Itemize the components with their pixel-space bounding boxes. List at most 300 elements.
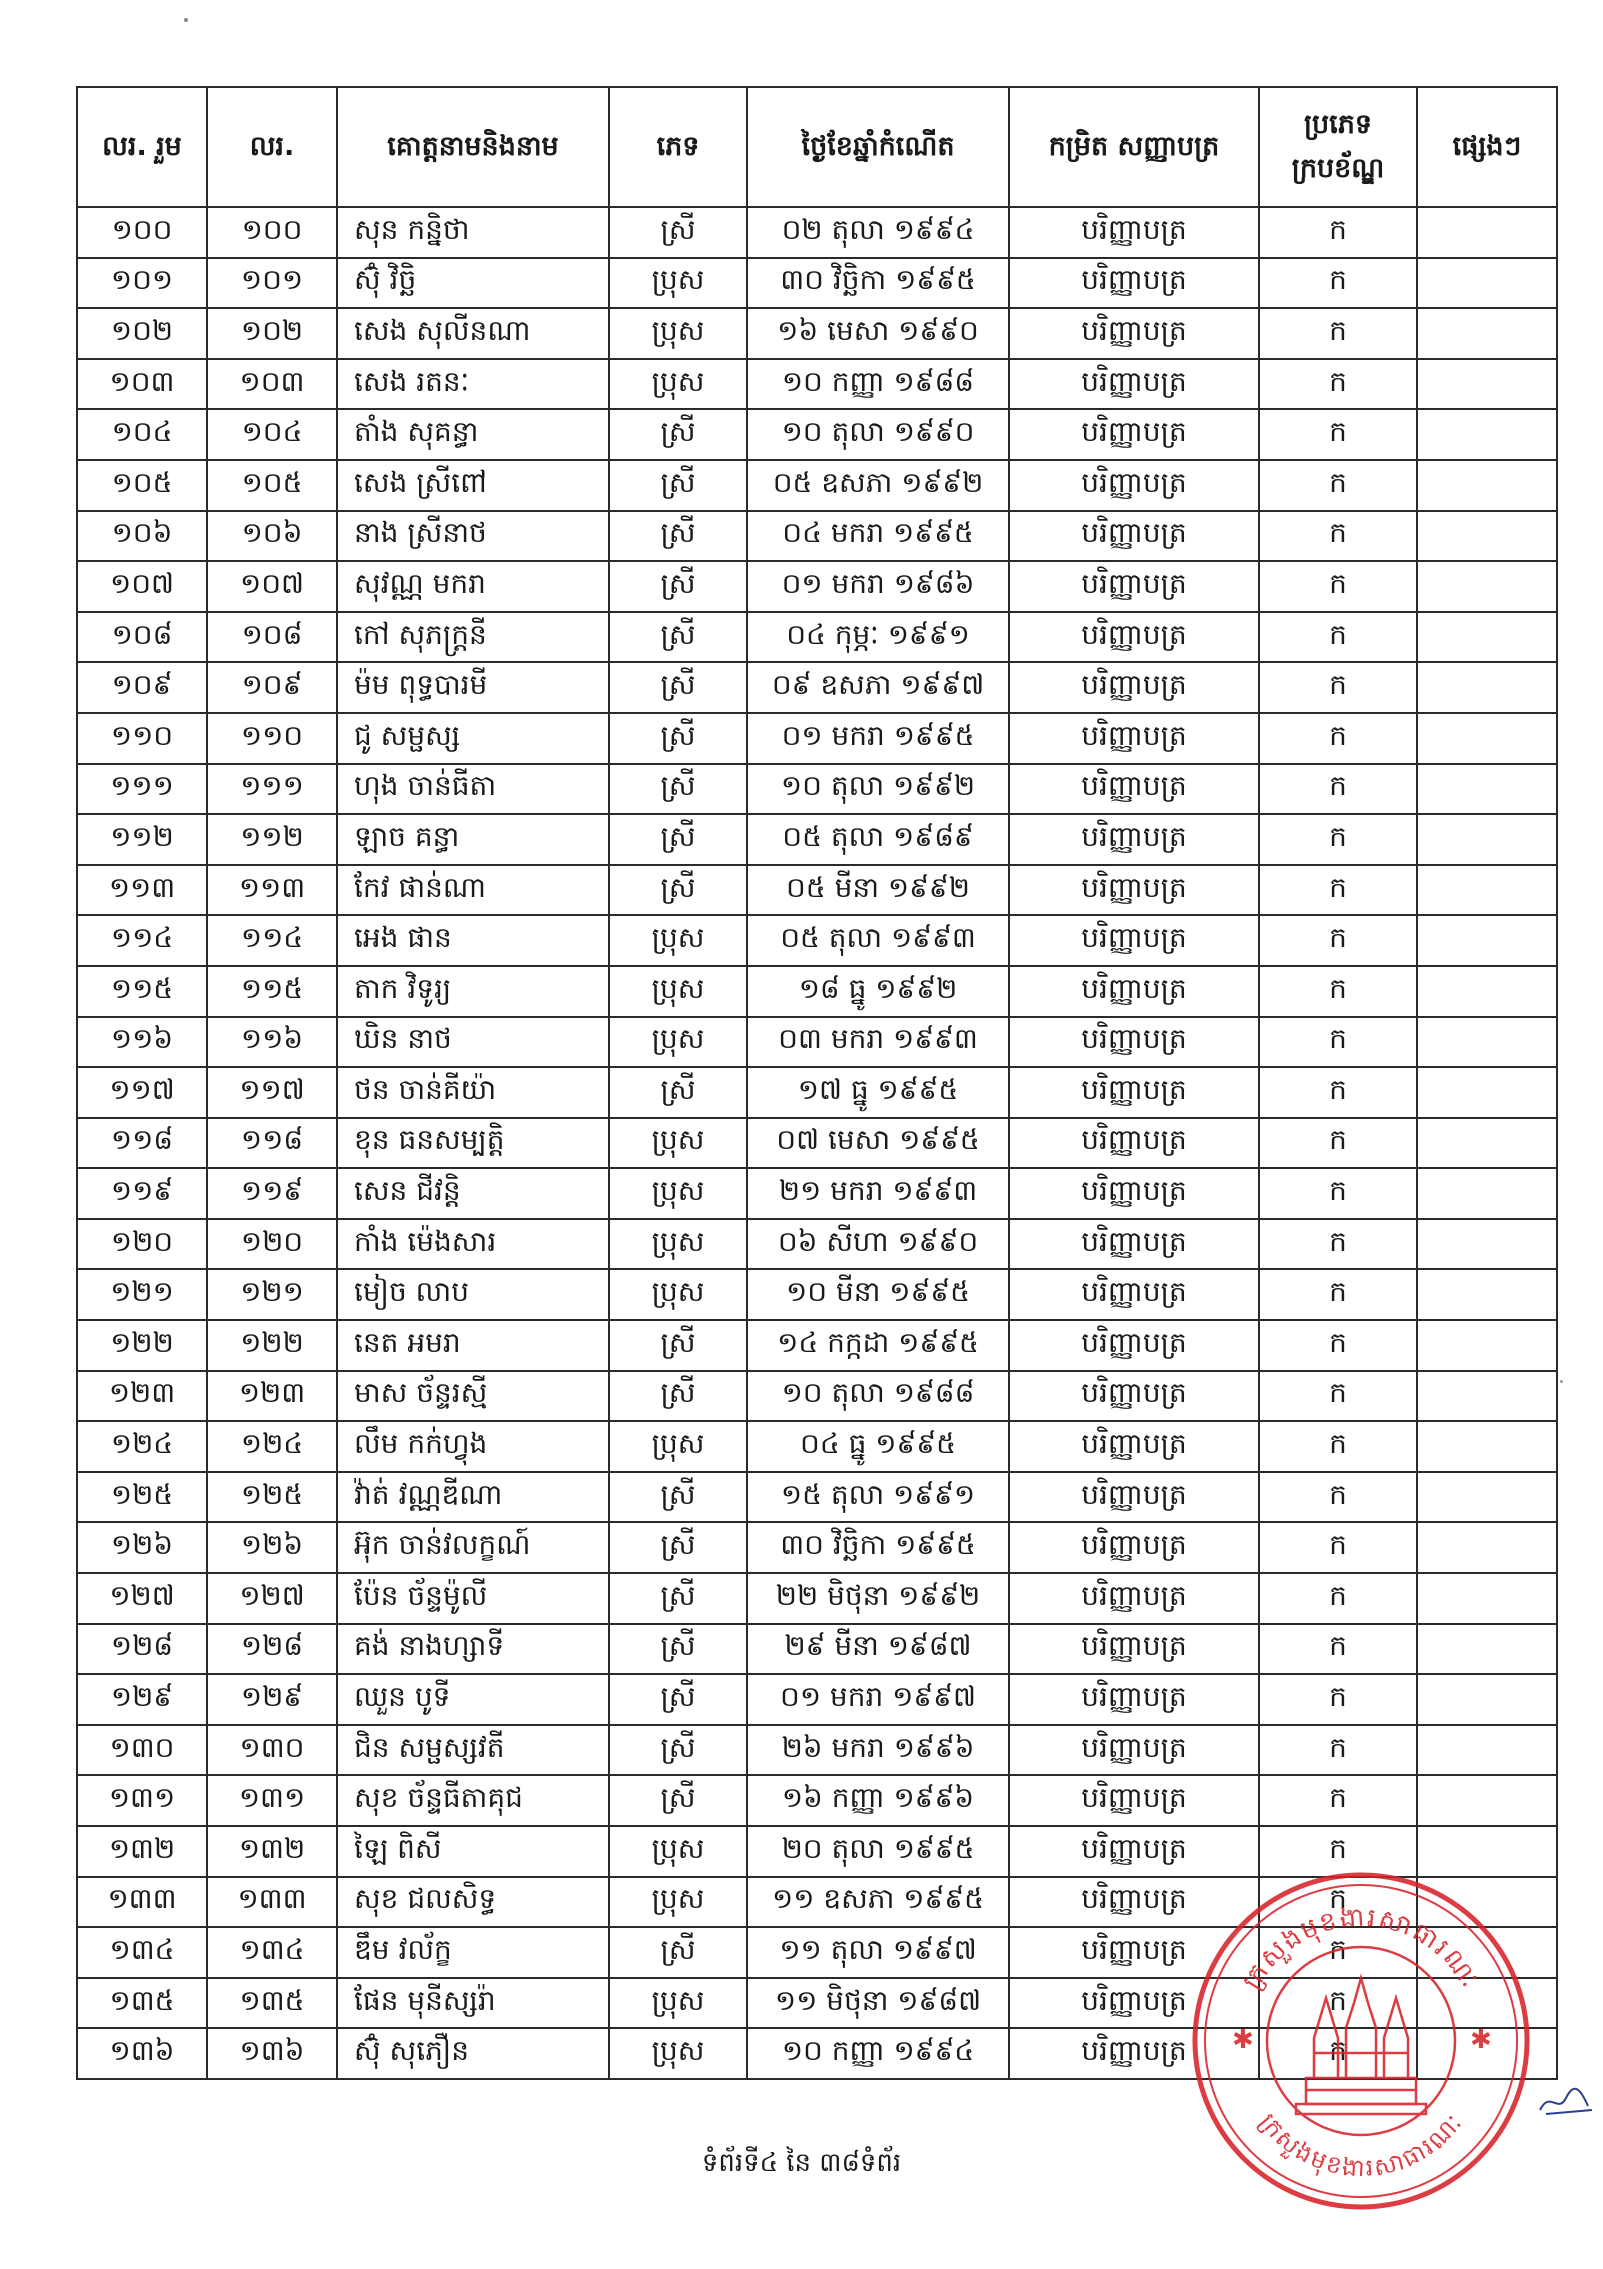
table-row [77,1522,1557,1573]
cell-number: ១១៥ [207,966,337,1017]
cell-date-of-birth: ០៥ តុលា ១៩៨៩ [747,814,1009,865]
svg-text:✱: ✱ [1232,2025,1254,2055]
cell-number: ១១៤ [207,915,337,966]
cell-overall-number: ១០៤ [77,409,207,460]
cell-date-of-birth: ១០ កញ្ញា ១៩៩៤ [747,2028,1009,2079]
cell-date-of-birth: ០៤ ធ្នូ ១៩៩៥ [747,1421,1009,1472]
cell-full-name: ជិន សម្ផស្សវតី [337,1725,609,1776]
table-row [77,612,1557,663]
header-degree-level: កម្រិត សញ្ញាបត្រ [1009,87,1259,207]
cell-other [1417,1775,1557,1826]
cell-date-of-birth: ០១ មករា ១៩៩៥ [747,713,1009,764]
cell-overall-number: ១០១ [77,258,207,309]
cell-sex: ស្រី [609,1725,747,1776]
cell-degree-level: បរិញ្ញាបត្រ [1009,409,1259,460]
cell-number: ១១០ [207,713,337,764]
cell-full-name: អ៊ុក ចាន់វលក្ខណ៍ [337,1522,609,1573]
cell-degree-level: បរិញ្ញាបត្រ [1009,1067,1259,1118]
cell-overall-number: ១១៨ [77,1118,207,1169]
cell-framework-type: ក [1259,561,1417,612]
cell-framework-type: ក [1259,1624,1417,1675]
cell-number: ១៣២ [207,1826,337,1877]
header-full-name: គោត្តនាមនិងនាម [337,87,609,207]
cell-date-of-birth: ១៧ ធ្នូ ១៩៩៥ [747,1067,1009,1118]
cell-date-of-birth: ១១ មិថុនា ១៩៨៧ [747,1978,1009,2029]
cell-degree-level: បរិញ្ញាបត្រ [1009,1219,1259,1270]
table-row [77,258,1557,309]
cell-overall-number: ១១១ [77,764,207,815]
cell-number: ១១៦ [207,1017,337,1068]
cell-degree-level: បរិញ្ញាបត្រ [1009,1168,1259,1219]
cell-degree-level: បរិញ្ញាបត្រ [1009,1927,1259,1978]
cell-overall-number: ១២៨ [77,1624,207,1675]
cell-sex: ប្រុស [609,2028,747,2079]
cell-full-name: ផែន មុនីស្សរ៉ា [337,1978,609,2029]
cell-full-name: ប៉ែន ច័ន្ទម៉ូលី [337,1573,609,1624]
cell-other [1417,561,1557,612]
cell-number: ១២២ [207,1320,337,1371]
cell-date-of-birth: ០៩ ឧសភា ១៩៩៧ [747,662,1009,713]
svg-text:✱: ✱ [1470,2025,1492,2055]
cell-number: ១២៦ [207,1522,337,1573]
cell-other [1417,865,1557,916]
cell-degree-level: បរិញ្ញាបត្រ [1009,1522,1259,1573]
cell-number: ១០៨ [207,612,337,663]
cell-sex: ប្រុស [609,1826,747,1877]
cell-degree-level: បរិញ្ញាបត្រ [1009,915,1259,966]
cell-overall-number: ១៣៣ [77,1877,207,1928]
cell-full-name: មៀច លាប [337,1269,609,1320]
cell-sex: ស្រី [609,561,747,612]
table-row [77,1168,1557,1219]
cell-other [1417,258,1557,309]
cell-framework-type: ក [1259,1522,1417,1573]
cell-other [1417,460,1557,511]
cell-overall-number: ១២៥ [77,1472,207,1523]
header-number: លរ. [207,87,337,207]
cell-framework-type: ក [1259,1826,1417,1877]
header-other: ផ្សេងៗ [1417,87,1557,207]
cell-sex: ស្រី [609,207,747,258]
cell-full-name: ឡៃ ពិសី [337,1826,609,1877]
cell-framework-type: ក [1259,1877,1417,1928]
cell-sex: ស្រី [609,1775,747,1826]
cell-overall-number: ១១៦ [77,1017,207,1068]
table-header-row [77,87,1557,207]
cell-sex: ស្រី [609,612,747,663]
cell-overall-number: ១២០ [77,1219,207,1270]
cell-degree-level: បរិញ្ញាបត្រ [1009,713,1259,764]
cell-degree-level: បរិញ្ញាបត្រ [1009,1775,1259,1826]
table-row [77,1219,1557,1270]
cell-full-name: សេង ស្រីពៅ [337,460,609,511]
table-row [77,1371,1557,1422]
cell-number: ១២៥ [207,1472,337,1523]
cell-overall-number: ១២៣ [77,1371,207,1422]
cell-other [1417,1472,1557,1523]
table-row [77,1017,1557,1068]
svg-text:ក្រសួងមុខងារសាធារណៈ: ក្រសួងមុខងារសាធារណៈ [1253,2107,1469,2183]
cell-overall-number: ១៣២ [77,1826,207,1877]
cell-date-of-birth: ០៥ មីនា ១៩៩២ [747,865,1009,916]
cell-sex: ស្រី [609,865,747,916]
cell-framework-type: ក [1259,409,1417,460]
cell-number: ១៣៦ [207,2028,337,2079]
table-row [77,1573,1557,1624]
cell-full-name: វ៉ាត់ វណ្ណឌីណា [337,1472,609,1523]
cell-date-of-birth: ០៤ មករា ១៩៩៥ [747,511,1009,562]
cell-number: ១០០ [207,207,337,258]
cell-number: ១២១ [207,1269,337,1320]
cell-full-name: មាស ច័ន្ទរស្មី [337,1371,609,1422]
cell-number: ១២៩ [207,1674,337,1725]
cell-sex: ស្រី [609,1472,747,1523]
cell-overall-number: ១១៧ [77,1067,207,1118]
cell-date-of-birth: ១៤ កក្កដា ១៩៩៥ [747,1320,1009,1371]
cell-date-of-birth: ២១ មករា ១៩៩៣ [747,1168,1009,1219]
cell-overall-number: ១២៦ [77,1522,207,1573]
cell-sex: ប្រុស [609,258,747,309]
cell-framework-type: ក [1259,814,1417,865]
table-row [77,865,1557,916]
cell-number: ១០៥ [207,460,337,511]
cell-sex: ស្រី [609,409,747,460]
cell-degree-level: បរិញ្ញាបត្រ [1009,764,1259,815]
cell-other [1417,1269,1557,1320]
cell-other [1417,1320,1557,1371]
cell-other [1417,1168,1557,1219]
cell-full-name: ស៊ុំ វិច្ឆិ [337,258,609,309]
cell-date-of-birth: ១៨ ធ្នូ ១៩៩២ [747,966,1009,1017]
cell-number: ១០៩ [207,662,337,713]
cell-other [1417,1118,1557,1169]
cell-full-name: សុខ ច័ន្ទធីតាគុជ [337,1775,609,1826]
cell-degree-level: បរិញ្ញាបត្រ [1009,258,1259,309]
cell-other [1417,1421,1557,1472]
cell-date-of-birth: ០៦ សីហា ១៩៩០ [747,1219,1009,1270]
cell-framework-type: ក [1259,1067,1417,1118]
cell-framework-type: ក [1259,308,1417,359]
cell-sex: ប្រុស [609,1118,747,1169]
cell-overall-number: ១០៣ [77,359,207,410]
cell-framework-type: ក [1259,1725,1417,1776]
table-row [77,662,1557,713]
cell-number: ១៣១ [207,1775,337,1826]
cell-full-name: កាំង ម៉េងសារ [337,1219,609,1270]
cell-full-name: កែវ ផាន់ណា [337,865,609,916]
table-row [77,1624,1557,1675]
cell-framework-type: ក [1259,1168,1417,1219]
cell-degree-level: បរិញ្ញាបត្រ [1009,207,1259,258]
cell-full-name: ខុន ធនសម្បត្តិ [337,1118,609,1169]
cell-full-name: ហុង ចាន់ធីតា [337,764,609,815]
cell-framework-type: ក [1259,1472,1417,1523]
cell-degree-level: បរិញ្ញាបត្រ [1009,1017,1259,1068]
cell-sex: ប្រុស [609,1978,747,2029]
table-row [77,1421,1557,1472]
cell-framework-type: ក [1259,1573,1417,1624]
cell-other [1417,1522,1557,1573]
header-overall-number: លរ. រួម [77,87,207,207]
cell-overall-number: ១២៧ [77,1573,207,1624]
cell-full-name: សុវណ្ណ មករា [337,561,609,612]
cell-overall-number: ១១៩ [77,1168,207,1219]
cell-overall-number: ១៣១ [77,1775,207,1826]
cell-sex: ប្រុស [609,308,747,359]
cell-full-name: កៅ សុភក្រ្តនី [337,612,609,663]
cell-date-of-birth: ០៧ មេសា ១៩៩៥ [747,1118,1009,1169]
cell-degree-level: បរិញ្ញាបត្រ [1009,1573,1259,1624]
cell-sex: ប្រុស [609,966,747,1017]
cell-overall-number: ១២៤ [77,1421,207,1472]
cell-overall-number: ១២២ [77,1320,207,1371]
table-row [77,764,1557,815]
cell-framework-type: ក [1259,1269,1417,1320]
cell-overall-number: ១២១ [77,1269,207,1320]
cell-number: ១៣០ [207,1725,337,1776]
cell-degree-level: បរិញ្ញាបត្រ [1009,1978,1259,2029]
table-row [77,409,1557,460]
cell-other [1417,1624,1557,1675]
cell-date-of-birth: ០២ តុលា ១៩៩៤ [747,207,1009,258]
scan-speck-right [1560,1380,1563,1383]
scan-speck [184,18,188,22]
cell-full-name: ថន ចាន់គីយ៉ា [337,1067,609,1118]
cell-number: ១០២ [207,308,337,359]
cell-date-of-birth: ២៩ មីនា ១៩៨៧ [747,1624,1009,1675]
cell-other [1417,359,1557,410]
cell-number: ១៣៥ [207,1978,337,2029]
cell-full-name: ឡាច គន្ធា [337,814,609,865]
cell-other [1417,1725,1557,1776]
cell-sex: ស្រី [609,1674,747,1725]
cell-other [1417,409,1557,460]
cell-date-of-birth: ០១ មករា ១៩៩៧ [747,1674,1009,1725]
table-row [77,966,1557,1017]
cell-number: ១៣៣ [207,1877,337,1928]
cell-number: ១២៧ [207,1573,337,1624]
table-row [77,460,1557,511]
cell-overall-number: ១០២ [77,308,207,359]
cell-date-of-birth: ១០ តុលា ១៩៩០ [747,409,1009,460]
cell-number: ១២៤ [207,1421,337,1472]
cell-degree-level: បរិញ្ញាបត្រ [1009,814,1259,865]
cell-date-of-birth: ១៥ តុលា ១៩៩១ [747,1472,1009,1523]
cell-full-name: តាំង សុគន្ធា [337,409,609,460]
cell-sex: ប្រុស [609,1219,747,1270]
cell-overall-number: ១០៦ [77,511,207,562]
cell-sex: ប្រុស [609,359,747,410]
cell-degree-level: បរិញ្ញាបត្រ [1009,865,1259,916]
cell-number: ១២០ [207,1219,337,1270]
cell-degree-level: បរិញ្ញាបត្រ [1009,1624,1259,1675]
cell-full-name: សេន ជីវន្តិ [337,1168,609,1219]
cell-date-of-birth: ១០ កញ្ញា ១៩៨៨ [747,359,1009,410]
cell-full-name: តាក វិទូរ្យ [337,966,609,1017]
cell-full-name: លឹម កក់ហ្វុង [337,1421,609,1472]
cell-other [1417,764,1557,815]
cell-full-name: នាង ស្រីនាថ [337,511,609,562]
table-row [77,1472,1557,1523]
cell-degree-level: បរិញ្ញាបត្រ [1009,511,1259,562]
cell-degree-level: បរិញ្ញាបត្រ [1009,1826,1259,1877]
cell-date-of-birth: ០៥ តុលា ១៩៩៣ [747,915,1009,966]
cell-degree-level: បរិញ្ញាបត្រ [1009,1118,1259,1169]
cell-other [1417,207,1557,258]
cell-sex: ស្រី [609,1573,747,1624]
cell-date-of-birth: ១០ តុលា ១៩៨៨ [747,1371,1009,1422]
page-footer: ទំព័រទី៤ នៃ ៣៨ទំព័រ [701,2148,902,2178]
cell-degree-level: បរិញ្ញាបត្រ [1009,1421,1259,1472]
cell-date-of-birth: ១៦ មេសា ១៩៩០ [747,308,1009,359]
cell-date-of-birth: ០៣ មករា ១៩៩៣ [747,1017,1009,1068]
cell-overall-number: ១០៨ [77,612,207,663]
cell-framework-type: ក [1259,1674,1417,1725]
cell-framework-type: ក [1259,764,1417,815]
cell-degree-level: បរិញ្ញាបត្រ [1009,308,1259,359]
staff-roster-table [76,86,1558,2080]
cell-date-of-birth: ០៥ ឧសភា ១៩៩២ [747,460,1009,511]
cell-degree-level: បរិញ្ញាបត្រ [1009,359,1259,410]
cell-degree-level: បរិញ្ញាបត្រ [1009,1320,1259,1371]
cell-other [1417,308,1557,359]
header-sex: ភេទ [609,87,747,207]
table-row [77,511,1557,562]
cell-date-of-birth: ២៦ មករា ១៩៩៦ [747,1725,1009,1776]
cell-number: ១១២ [207,814,337,865]
cell-framework-type: ក [1259,1775,1417,1826]
cell-degree-level: បរិញ្ញាបត្រ [1009,612,1259,663]
cell-degree-level: បរិញ្ញាបត្រ [1009,966,1259,1017]
cell-degree-level: បរិញ្ញាបត្រ [1009,561,1259,612]
cell-framework-type: ក [1259,359,1417,410]
cell-other [1417,814,1557,865]
table-row [77,1674,1557,1725]
table-row [77,359,1557,410]
cell-date-of-birth: ០១ មករា ១៩៨៦ [747,561,1009,612]
cell-framework-type: ក [1259,1219,1417,1270]
cell-framework-type: ក [1259,1978,1417,2029]
table-row [77,1118,1557,1169]
cell-framework-type: ក [1259,1421,1417,1472]
official-seal-stamp [1188,1868,1534,2214]
cell-full-name: ម៉ម ពុទ្ធបារមី [337,662,609,713]
cell-degree-level: បរិញ្ញាបត្រ [1009,1674,1259,1725]
cell-overall-number: ១១០ [77,713,207,764]
cell-other [1417,1573,1557,1624]
cell-full-name: សុន កន្និថា [337,207,609,258]
cell-sex: ប្រុស [609,1017,747,1068]
cell-full-name: អេង ផាន [337,915,609,966]
cell-date-of-birth: ១១ តុលា ១៩៩៧ [747,1927,1009,1978]
cell-framework-type: ក [1259,1927,1417,1978]
cell-other [1417,612,1557,663]
cell-full-name: ជូ សម្ផស្ស [337,713,609,764]
cell-other [1417,713,1557,764]
cell-framework-type: ក [1259,713,1417,764]
cell-date-of-birth: ១០ មីនា ១៩៩៥ [747,1269,1009,1320]
cell-sex: ស្រី [609,1927,747,1978]
cell-sex: ប្រុស [609,915,747,966]
table-row [77,561,1557,612]
cell-other [1417,1017,1557,1068]
cell-sex: ស្រី [609,662,747,713]
cell-sex: ស្រី [609,1067,747,1118]
cell-sex: ប្រុស [609,1168,747,1219]
cell-sex: ស្រី [609,460,747,511]
cell-degree-level: បរិញ្ញាបត្រ [1009,2028,1259,2079]
cell-framework-type: ក [1259,1320,1417,1371]
cell-framework-type: ក [1259,1017,1417,1068]
cell-number: ១២៨ [207,1624,337,1675]
cell-framework-type: ក [1259,207,1417,258]
cell-full-name: ស៊ុំ សុភឿន [337,2028,609,2079]
cell-other [1417,662,1557,713]
cell-overall-number: ១៣៤ [77,1927,207,1978]
cell-sex: ស្រី [609,1371,747,1422]
cell-degree-level: បរិញ្ញាបត្រ [1009,460,1259,511]
cell-degree-level: បរិញ្ញាបត្រ [1009,1269,1259,1320]
cell-date-of-birth: ១១ ឧសភា ១៩៩៥ [747,1877,1009,1928]
cell-degree-level: បរិញ្ញាបត្រ [1009,1725,1259,1776]
cell-framework-type: ក [1259,511,1417,562]
cell-full-name: ឃិន នាថ [337,1017,609,1068]
cell-degree-level: បរិញ្ញាបត្រ [1009,1371,1259,1422]
cell-date-of-birth: ៣០ វិច្ឆិកា ១៩៩៥ [747,258,1009,309]
cell-full-name: សេង រតនៈ [337,359,609,410]
cell-framework-type: ក [1259,460,1417,511]
cell-overall-number: ១០៥ [77,460,207,511]
cell-sex: ស្រី [609,1522,747,1573]
cell-framework-type: ក [1259,2028,1417,2079]
cell-full-name: សុខ ជលសិទ្ធ [337,1877,609,1928]
cell-date-of-birth: ០៤ កុម្ភៈ ១៩៩១ [747,612,1009,663]
cell-sex: ស្រី [609,511,747,562]
table-row [77,1775,1557,1826]
table-body [77,207,1557,2079]
header-framework-type: ប្រភេទ ក្របខ័ណ្ឌ [1259,87,1417,207]
cell-full-name: ឌឹម វល័ក្ខ [337,1927,609,1978]
cell-sex: ប្រុស [609,1877,747,1928]
table-row [77,1320,1557,1371]
cell-overall-number: ១១៥ [77,966,207,1017]
cell-degree-level: បរិញ្ញាបត្រ [1009,1877,1259,1928]
cell-date-of-birth: ២២ មិថុនា ១៩៩២ [747,1573,1009,1624]
table-row [77,814,1557,865]
cell-framework-type: ក [1259,1371,1417,1422]
cell-full-name: នេត អមរា [337,1320,609,1371]
cell-other [1417,1674,1557,1725]
cell-degree-level: បរិញ្ញាបត្រ [1009,1472,1259,1523]
table-row [77,1269,1557,1320]
cell-sex: ស្រី [609,814,747,865]
cell-framework-type: ក [1259,1118,1417,1169]
cell-other [1417,966,1557,1017]
cell-overall-number: ១០៧ [77,561,207,612]
cell-number: ១០៧ [207,561,337,612]
cell-overall-number: ១០០ [77,207,207,258]
cell-other [1417,1067,1557,1118]
cell-other [1417,511,1557,562]
cell-overall-number: ១២៩ [77,1674,207,1725]
cell-number: ១០៣ [207,359,337,410]
cell-number: ១៣៤ [207,1927,337,1978]
handwritten-signature [1536,2080,1596,2120]
cell-number: ១១៩ [207,1168,337,1219]
cell-sex: ប្រុស [609,1421,747,1472]
cell-framework-type: ក [1259,662,1417,713]
cell-number: ១២៣ [207,1371,337,1422]
